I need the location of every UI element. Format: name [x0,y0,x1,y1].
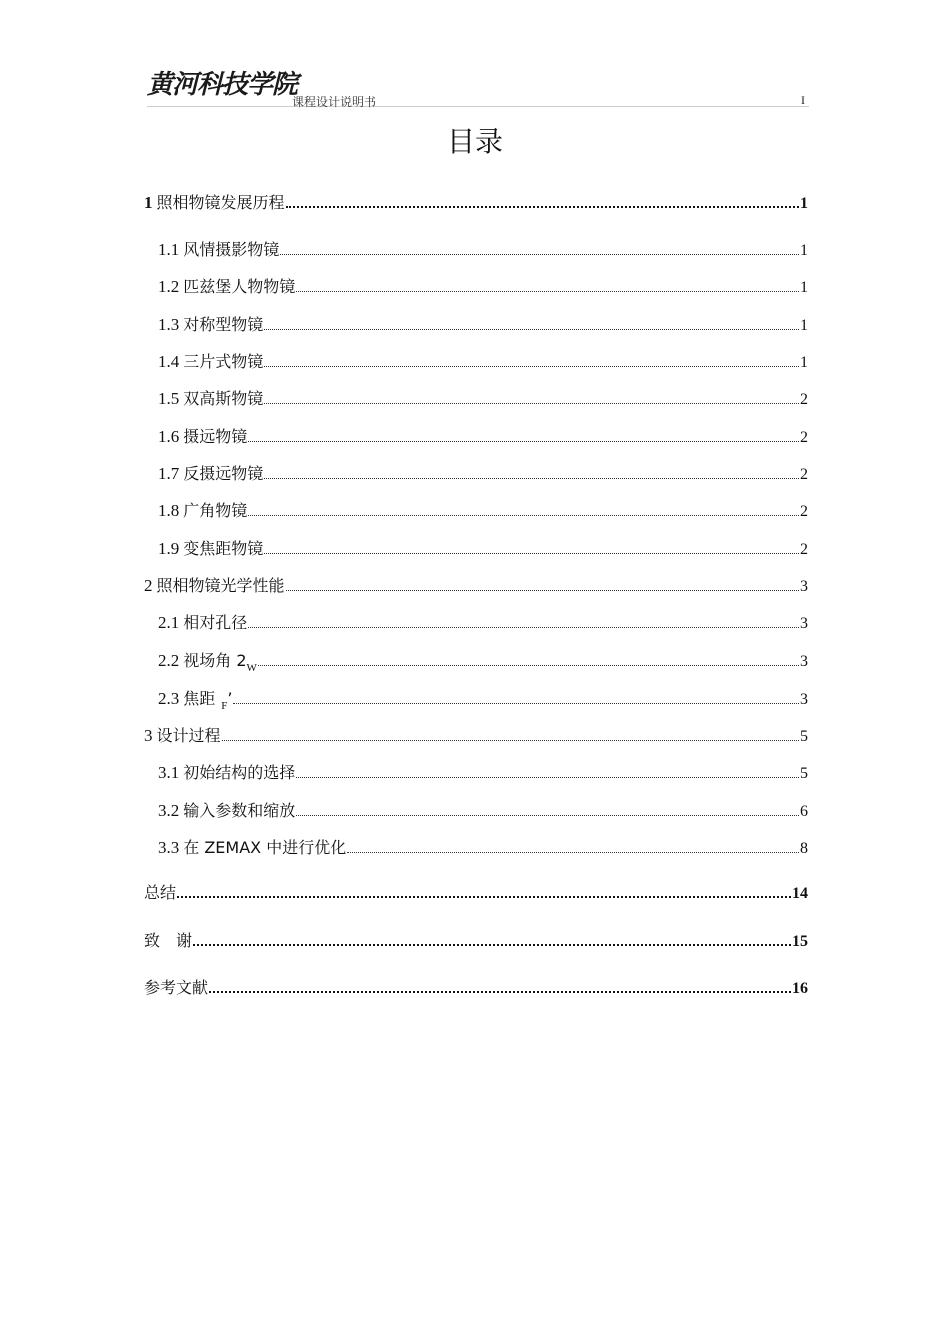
toc-dot-leader [280,254,799,255]
toc-dot-leader [233,703,799,704]
toc-entry[interactable] [158,686,808,710]
toc-dot-leader [286,206,799,208]
toc-dot-leader [264,366,799,367]
school-logo: 黄河科技学院 [147,70,298,100]
toc-entry[interactable] [158,461,808,485]
toc-entry-title: 广角物镜 [183,501,248,520]
toc-entry-title: 输入参数和缩放 [183,801,296,820]
toc-dot-leader [193,944,791,946]
toc-entry-number: 1.3 [158,315,180,334]
toc-dot-leader [264,478,799,479]
toc-entry-title: 三片式物镜 [183,352,264,371]
toc-entry-page: 6 [800,803,808,820]
toc-dot-leader [222,740,799,741]
toc-entry-title: 初始结构的选择 [183,763,296,782]
toc-entry-title: 总结 [144,883,177,902]
toc-entry-page: 1 [800,279,808,296]
toc-entry-number: 3 [144,726,153,745]
toc-dot-leader [264,553,799,554]
page-title: 目录 [446,125,503,158]
toc-entry-title: 反摄远物镜 [183,464,264,483]
toc-entry-title: 焦距 $_F$’ [183,689,233,712]
toc-entry-number: 3.3 [158,838,180,857]
toc-dot-leader [296,777,799,778]
toc-entry[interactable] [158,312,808,336]
toc-entry-number: 3.2 [158,801,180,820]
toc-entry-title: 视场角 $2_W$ [183,651,257,674]
toc-entry-page: 8 [800,840,808,857]
toc-entry-number: 1.4 [158,352,180,371]
toc-entry-page: 1 [800,195,808,212]
toc-entry-page: 5 [800,765,808,782]
toc-entry-number: 3.1 [158,763,180,782]
toc-entry[interactable] [158,424,808,448]
toc-entry-page: 3 [800,653,808,670]
toc-entry[interactable] [144,928,808,952]
page-number: I [801,93,805,107]
toc-entry-page: 1 [800,354,808,371]
toc-entry-title: 风情摄影物镜 [183,240,280,259]
toc-entry-page: 2 [800,503,808,520]
toc-entry-title: 照相物镜光学性能 [156,576,285,595]
toc-entry-title: 匹兹堡人物物镜 [183,277,296,296]
toc-entry-title: 变焦距物镜 [183,539,264,558]
toc-entry-number: 1.5 [158,389,180,408]
toc-dot-leader [286,590,799,591]
toc-entry[interactable] [144,573,808,597]
toc-entry-number: 2.2 [158,651,180,670]
toc-entry-page: 3 [800,615,808,632]
toc-entry-page: 3 [800,578,808,595]
toc-entry[interactable] [158,798,808,822]
toc-entry-page: 2 [800,391,808,408]
toc-entry-number: 2.1 [158,613,180,632]
toc-entry-number: 1.8 [158,501,180,520]
toc-entry-page: 1 [800,242,808,259]
toc-entry-number: 1.1 [158,240,180,259]
toc-dot-leader [248,627,799,628]
toc-entry[interactable] [158,610,808,634]
toc-entry-title: 相对孔径 [183,613,248,632]
document-header [147,66,809,107]
toc-entry-suffix: ’ [227,689,233,708]
toc-entry-subscript: W [246,662,257,674]
toc-entry[interactable] [158,498,808,522]
toc-entry-page: 2 [800,541,808,558]
toc-entry-number: 2 [144,576,153,595]
toc-entry-page: 5 [800,728,808,745]
toc-entry[interactable] [158,536,808,560]
toc-entry-title: 对称型物镜 [183,315,264,334]
toc-dot-leader [296,815,799,816]
toc-entry-page: 15 [792,933,808,950]
header-subtitle: 课程设计说明书 [292,95,377,109]
toc-entry[interactable] [158,237,808,261]
toc-entry[interactable] [158,349,808,373]
toc-entry[interactable] [158,835,808,859]
toc-entry[interactable] [158,386,808,410]
toc-dot-leader [177,896,791,898]
toc-entry-page: 14 [792,885,808,902]
toc-entry[interactable] [158,648,808,672]
toc-entry-title: 在 ZEMAX 中进行优化 [183,838,347,857]
toc-dot-leader [347,852,799,853]
toc-dot-leader [209,991,791,993]
toc-dot-leader [264,403,799,404]
toc-entry-title: 摄远物镜 [183,427,248,446]
toc-dot-leader [248,515,799,516]
toc-entry-number: 2.3 [158,689,180,708]
toc-entry-number: 1.9 [158,539,180,558]
toc-entry[interactable] [144,880,808,904]
toc-dot-leader [264,329,799,330]
toc-entry[interactable] [158,760,808,784]
toc-entry[interactable] [144,723,808,747]
toc-entry-number: 1.7 [158,464,180,483]
toc-entry-page: 2 [800,429,808,446]
toc-entry-number: 1.2 [158,277,180,296]
toc-dot-leader [248,441,799,442]
toc-dot-leader [258,665,799,666]
toc-entry-page: 1 [800,317,808,334]
toc-entry[interactable] [144,975,808,999]
toc-entry-number: 1 [144,193,153,212]
toc-entry-title: 参考文献 [144,978,209,997]
toc-entry-title: 双高斯物镜 [183,389,264,408]
toc-entry-subscript: F [221,700,228,712]
toc-entry-page: 2 [800,466,808,483]
toc-entry-page: 3 [800,691,808,708]
toc-entry-title: 致 谢 [144,931,193,950]
toc-entry-number: 1.6 [158,427,180,446]
toc-entry[interactable] [158,274,808,298]
toc-entry-page: 16 [792,980,808,997]
toc-entry-title: 设计过程 [156,726,221,745]
toc-entry[interactable] [144,190,808,214]
toc-entry-title: 照相物镜发展历程 [156,193,285,212]
toc-dot-leader [296,291,799,292]
